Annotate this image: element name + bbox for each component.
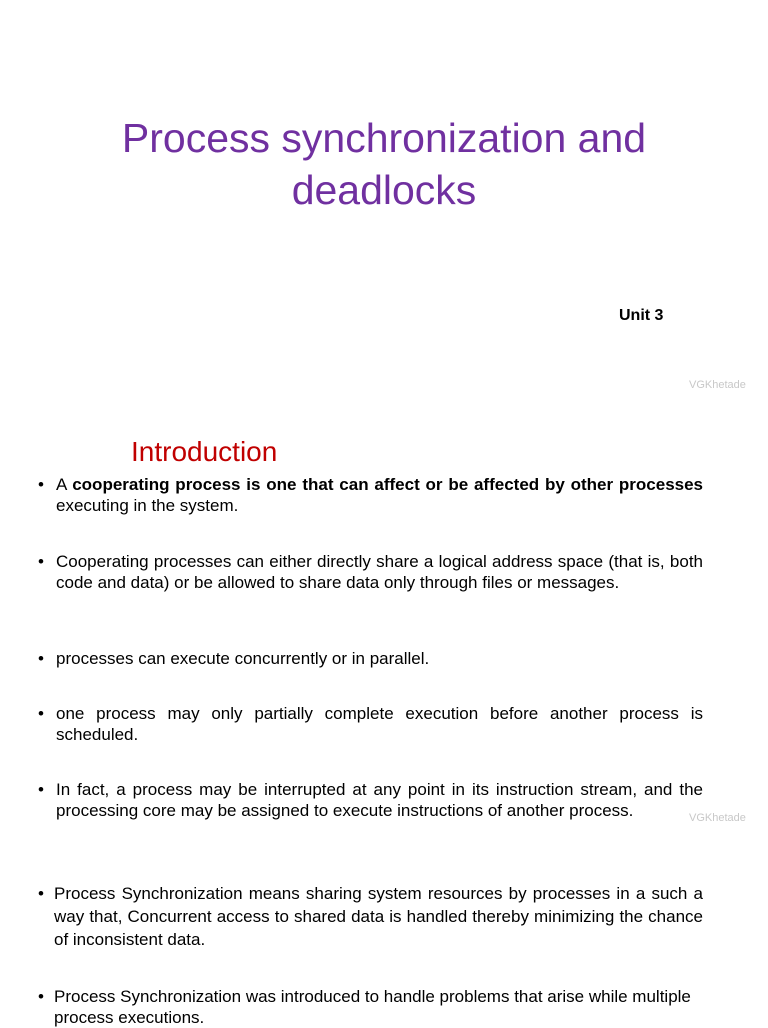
list-item — [38, 704, 703, 745]
bullet-icon: • — [38, 475, 44, 494]
list-item — [38, 649, 703, 670]
watermark: VGKhetade — [689, 379, 746, 391]
list-item — [38, 987, 703, 1028]
bullet-icon: • — [38, 780, 44, 799]
bullet-text: In fact, a process may be interrupted at any point in its instruction stream, and the processing core may be assigned to execute instructions of another process. — [56, 780, 703, 820]
slide-title-line-2: deadlocks — [291, 167, 477, 213]
bullet-icon: • — [38, 987, 44, 1006]
bullet-text-prefix: A — [56, 475, 73, 494]
slide-subtitle: Unit 3 — [619, 307, 664, 324]
bullet-text-suffix: executing in the system. — [56, 495, 239, 515]
list-item — [38, 780, 703, 821]
bullet-text — [56, 475, 703, 516]
bullet-text: Process Synchronization means sharing system resources by processes in a such a way that, Concurrent access to shared data is handled thereby minimizing the chance of inconsistent data. — [54, 884, 703, 949]
bullet-text: Cooperating processes can either directly share a logical address space (that is, both code and data) or be allowed to share data only through files or messages. — [56, 552, 703, 592]
bullet-text-bold: cooperating process is one that can affect or be affected by other processes — [72, 475, 704, 494]
slide-title — [0, 112, 768, 216]
bullet-text: processes can execute concurrently or in parallel. — [56, 649, 430, 668]
bullet-icon: • — [38, 552, 44, 571]
list-item — [38, 475, 703, 516]
list-item — [38, 552, 703, 593]
watermark: VGKhetade — [689, 812, 746, 824]
bullet-icon: • — [38, 704, 44, 723]
bullet-text: one process may only partially complete execution before another process is scheduled. — [56, 704, 703, 744]
bullet-icon: • — [38, 649, 44, 668]
introduction-slide — [0, 420, 768, 1027]
slide-heading: Introduction — [131, 436, 278, 467]
title-slide — [0, 0, 768, 420]
list-item — [38, 882, 703, 951]
bullet-icon: • — [38, 884, 44, 903]
slide-title-line-1: Process synchronization and — [121, 115, 647, 161]
bullet-text: Process Synchronization was introduced to handle problems that arise while multiple process executions. — [54, 987, 691, 1027]
